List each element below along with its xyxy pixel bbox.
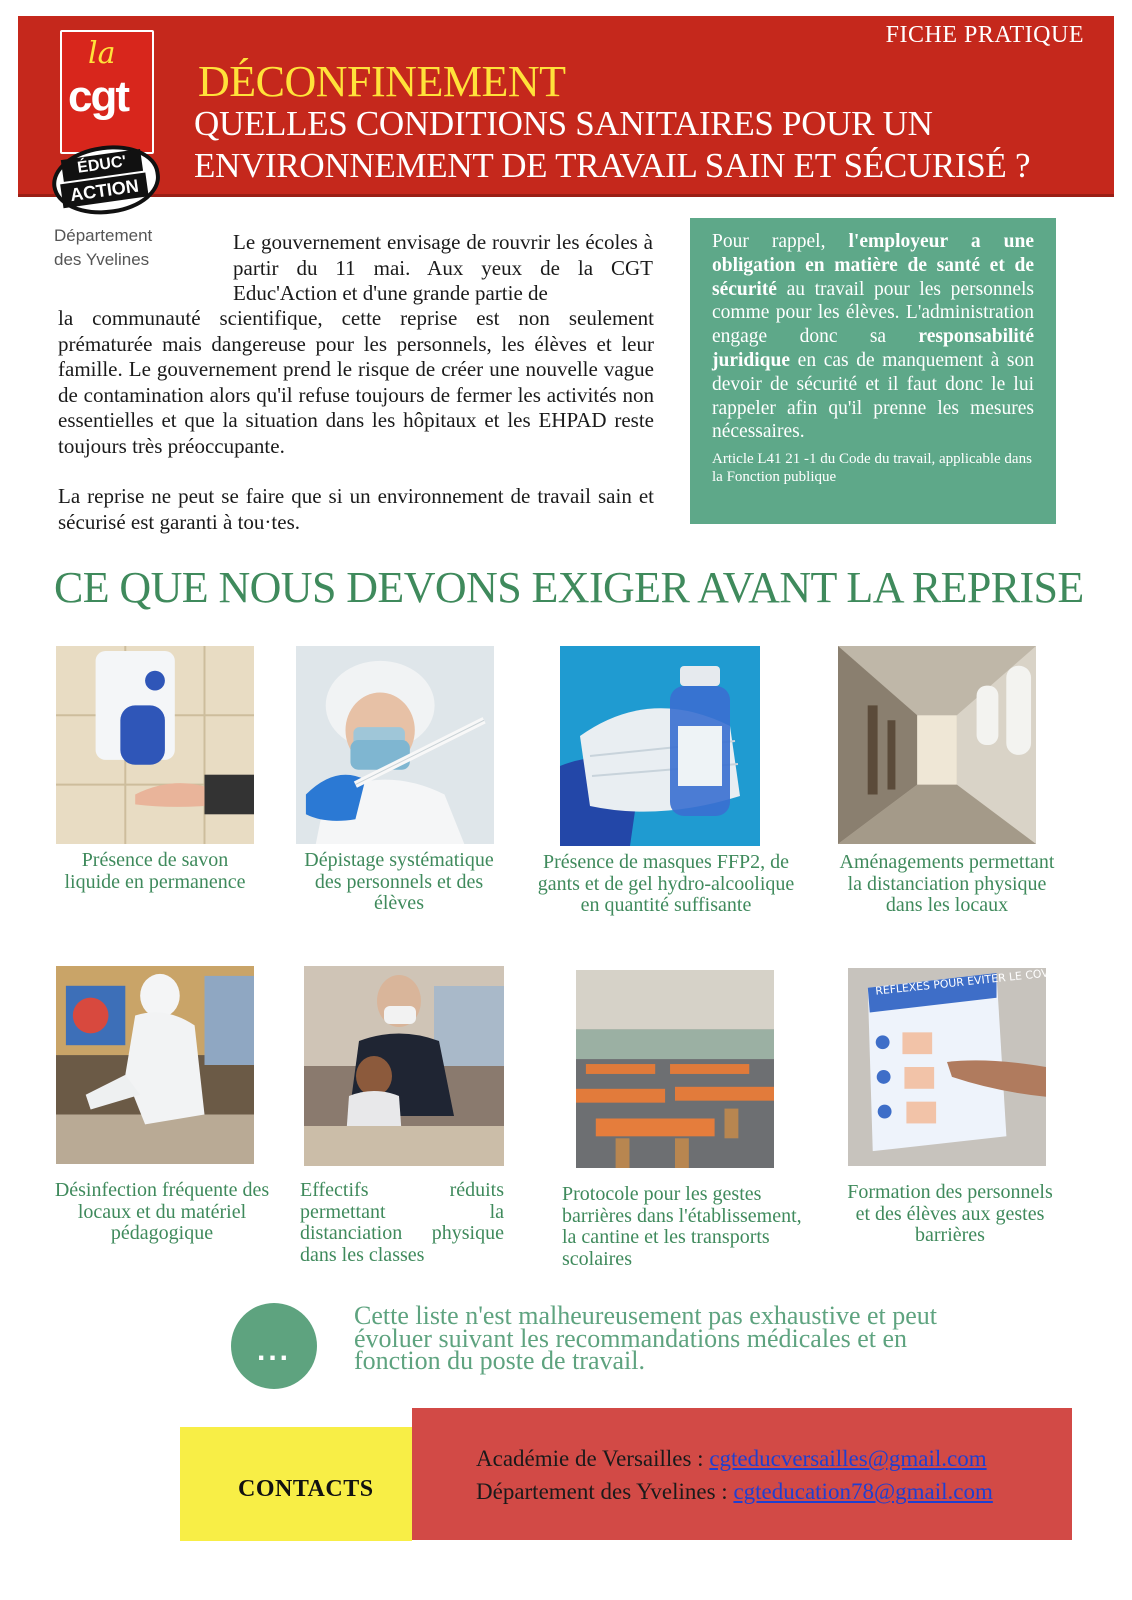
department-line-2: des Yvelines [54, 250, 150, 269]
test-swab-image [296, 646, 494, 844]
ellipsis-circle-icon: ... [231, 1303, 317, 1389]
contact-departement [476, 1479, 993, 1505]
cgt-logo [60, 30, 154, 154]
caption-protocol: Protocole pour les gestes barrières dans l'établissement, la cantine et les transports scolaires [562, 1183, 802, 1270]
non-exhaustive-note: Cette liste n'est malheureusement pas exhaustive et peut évoluer suivant les recommandations médicales et en fonction du poste de travail. [354, 1301, 938, 1375]
reminder-legal-note: Article L41 21 -1 du Code du travail, applicable dans la Fonction publique [712, 451, 1032, 486]
reminder-bold-2: responsabilité juridique [712, 326, 1034, 371]
title-deconfinement: DÉCONFINEMENT [198, 57, 566, 106]
contact-departement-label: Département des Yvelines : [476, 1479, 734, 1504]
title-line-2: QUELLES CONDITIONS SANITAIRES POUR UN [194, 104, 933, 143]
intro-paragraph-3: La reprise ne peut se faire que si un environnement de travail sain et sécurisé est garanti à tou·tes. [58, 484, 654, 534]
contacts-panel [412, 1408, 1072, 1540]
logo-cgt-text: cgt [68, 72, 128, 121]
fiche-pratique-tag: FICHE PRATIQUE [885, 22, 1084, 48]
soap-dispenser-image [56, 646, 254, 844]
contact-academie-email-link[interactable]: cgteducversailles@gmail.com [709, 1446, 987, 1471]
caption-training: Formation des personnels et des élèves aux gestes barrières [847, 1181, 1053, 1246]
badge-line-1: ÉDUC' [61, 149, 143, 182]
reminder-text-2: au travail pour les personnels comme pour les élèves. L'administration engage donc sa [712, 278, 1034, 348]
title-line-3: ENVIRONNEMENT DE TRAVAIL SAIN ET SÉCURISÉ ? [194, 146, 1031, 185]
caption-reduced-class: Effectifs réduits permettant la distanciation physique dans les classes [300, 1179, 504, 1266]
reminder-bold-1: l'employeur a une obligation en matière de santé et de sécurité [712, 231, 1034, 300]
board-title: REFLEXES POUR EVITER LE COVID-19 ! [874, 962, 1087, 998]
caption-disinfection: Désinfection fréquente des locaux et du matériel pédagogique [54, 1179, 270, 1244]
small-class-image [304, 966, 504, 1166]
department-label [54, 224, 174, 272]
caption-distancing-premises: Aménagements permettant la distanciation physique dans les locaux [839, 851, 1055, 916]
caption-soap: Présence de savon liquide en permanence [64, 849, 246, 893]
intro-paragraph-2: la communauté scientifique, cette reprise est non seulement prématurée mais dangereuse pour les personnels, les élèves et leur famille. Le gouvernement prend le risque de créer une nouvelle vague de contamination alors qu'il refuse toujours de fermer les activités non essentielles et que la situation dans les hôpitaux et les EHPAD reste toujours très préoccupante. [58, 306, 654, 458]
section-title: CE QUE NOUS DEVONS EXIGER AVANT LA REPRISE [54, 563, 1084, 612]
reminder-text-1: Pour rappel, [712, 231, 849, 252]
contacts-label: CONTACTS [238, 1476, 374, 1502]
header-banner [18, 16, 1114, 194]
training-board-image [848, 962, 1087, 1166]
caption-masks: Présence de masques FFP2, de gants et de gel hydro-alcoolique en quantité suffisante [537, 851, 795, 916]
contact-academie-label: Académie de Versailles : [476, 1446, 710, 1471]
department-line-1: Département [54, 226, 153, 245]
contact-departement-email-link[interactable]: cgteducation78@gmail.com [733, 1479, 993, 1504]
logo-la-text: la [88, 36, 116, 71]
contact-academie [476, 1446, 987, 1472]
badge-line-2: ACTION [60, 172, 149, 208]
intro-paragraph-1: Le gouvernement envisage de rouvrir les écoles à partir du 11 mai. Aux yeux de la CGT Educ'Action et d'une grande partie de [233, 230, 653, 305]
mask-gel-image [560, 646, 760, 846]
canteen-image [576, 970, 774, 1168]
disinfection-image [56, 966, 254, 1164]
reminder-text-3: en cas de manquement à son devoir de sécurité et il faut donc le lui rappeler afin qu'il prenne les mesures nécessaires. [712, 349, 1034, 443]
caption-screening: Dépistage systématique des personnels et des élèves [304, 849, 494, 914]
reminder-box [690, 218, 1056, 524]
reminder-text [712, 230, 1034, 444]
school-corridor-image [838, 646, 1036, 844]
